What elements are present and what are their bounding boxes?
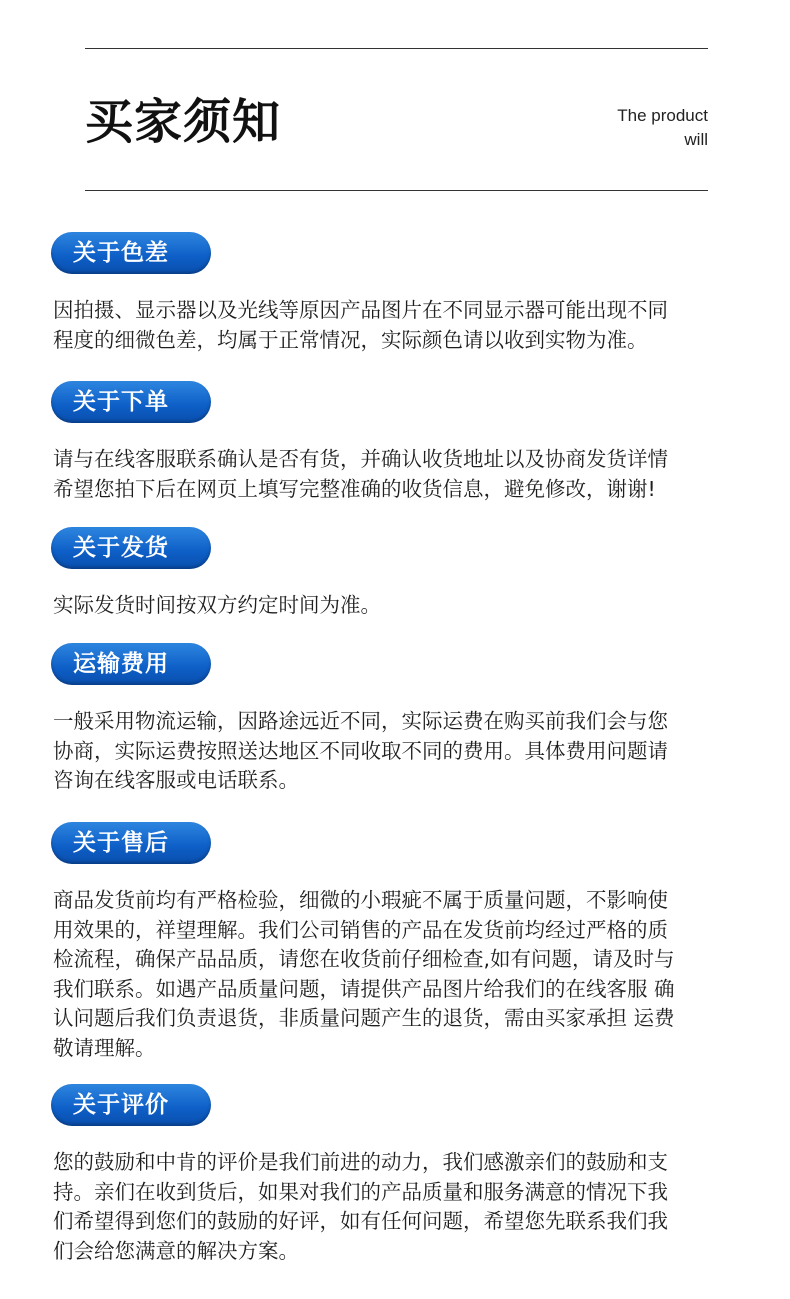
text-line: 因拍摄、显示器以及光线等原因产品图片在不同显示器可能出现不同 — [53, 298, 668, 322]
text-line: 认问题后我们负责退货，非质量问题产生的退货，需由买家承担 运费 — [53, 1006, 675, 1030]
section-badge-label: 关于发货 — [73, 535, 169, 561]
section-badge-label: 关于评价 — [73, 1092, 169, 1118]
section-badge-label: 关于下单 — [73, 389, 169, 415]
text-line: 程度的细微色差，均属于正常情况，实际颜色请以收到实物为准。 — [53, 327, 648, 352]
text-line: 您的鼓励和中肯的评价是我们前进的动力，我们感激亲们的鼓励和支 — [53, 1150, 668, 1174]
section-badge-label: 关于色差 — [73, 240, 169, 266]
section-badge-label: 运输费用 — [73, 651, 169, 677]
text-line: 咨询在线客服或电话联系。 — [53, 768, 299, 792]
section-text — [53, 886, 753, 1063]
section-badge — [51, 822, 211, 864]
section-badge-label: 关于售后 — [73, 830, 169, 856]
text-line: 希望您拍下后在网页上填写完整准确的收货信息，避免修改，谢谢! — [53, 476, 656, 501]
text-line: 我们联系。如遇产品质量问题，请提供产品图片给我们的在线客服 确 — [53, 976, 675, 1001]
section-badge — [51, 527, 211, 569]
page-title: 买家须知 — [85, 94, 282, 150]
header-subtitle — [617, 104, 708, 152]
text-line: 商品发货前均有严格检验，细微的小瑕疵不属于质量问题，不影响使 — [53, 888, 668, 912]
subtitle-line-1: The product — [617, 106, 708, 125]
header-top-rule — [85, 48, 708, 49]
text-line: 协商，实际运费按照送达地区不同收取不同的费用。具体费用问题请 — [53, 738, 668, 763]
section-text — [53, 707, 753, 796]
text-line: 请与在线客服联系确认是否有货，并确认收货地址以及协商发货详情 — [53, 447, 668, 471]
text-line: 检流程，确保产品品质，请您在收货前仔细检查,如有问题，请及时与 — [53, 947, 675, 971]
section-text — [53, 296, 753, 355]
section-badge — [51, 643, 211, 685]
section-badge — [51, 381, 211, 423]
text-line: 们会给您满意的解决方案。 — [53, 1238, 299, 1263]
section-text — [53, 1148, 753, 1266]
subtitle-line-2: will — [684, 130, 708, 149]
text-line: 们希望得到您们的鼓励的好评，如有任何问题，希望您先联系我们我 — [53, 1209, 668, 1233]
text-line: 用效果的，祥望理解。我们公司销售的产品在发货前均经过严格的质 — [53, 917, 668, 942]
section-badge — [51, 232, 211, 274]
section-text — [53, 445, 753, 504]
header-bottom-rule — [85, 190, 708, 191]
section-badge — [51, 1084, 211, 1126]
text-line: 实际发货时间按双方约定时间为准。 — [53, 593, 381, 617]
text-line: 持。亲们在收到货后，如果对我们的产品质量和服务满意的情况下我 — [53, 1179, 668, 1204]
text-line: 一般采用物流运输，因路途远近不同，实际运费在购买前我们会与您 — [53, 709, 668, 733]
text-line: 敬请理解。 — [53, 1035, 156, 1060]
section-text — [53, 591, 753, 621]
